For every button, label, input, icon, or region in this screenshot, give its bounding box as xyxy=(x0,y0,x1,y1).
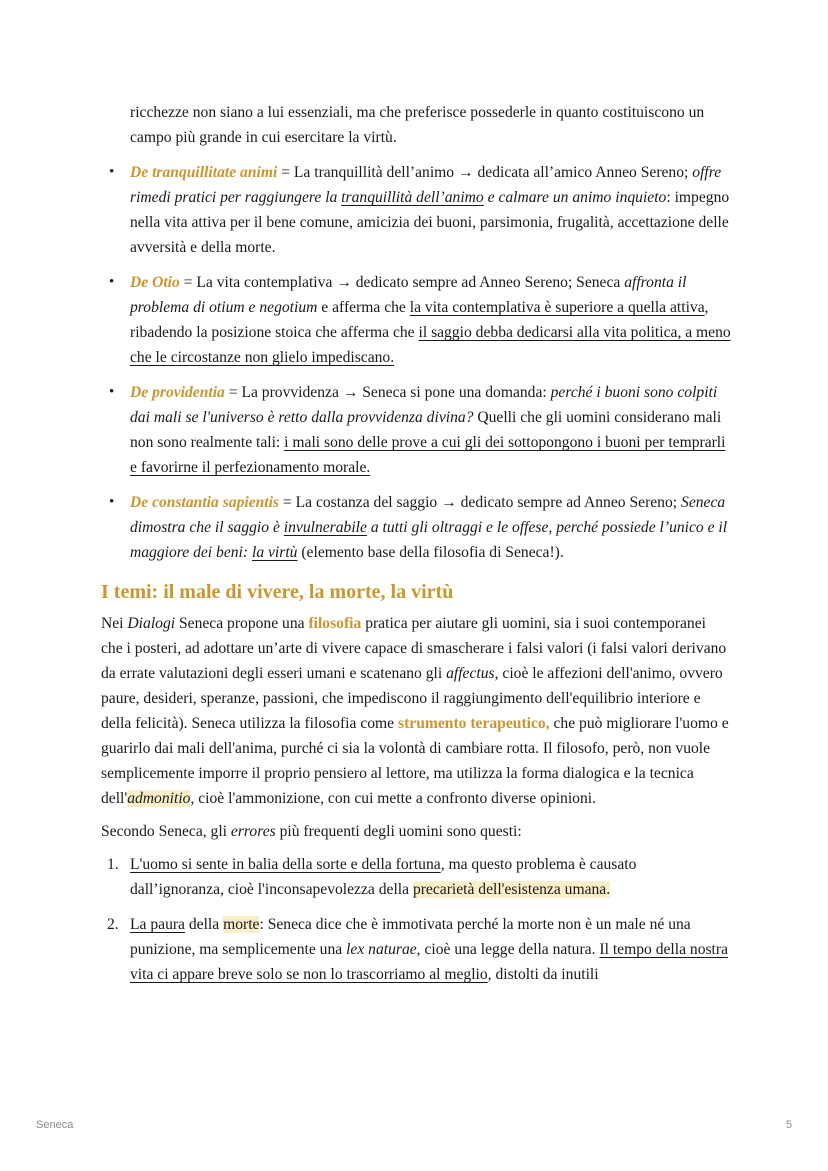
highlighted-italic-text: admonitio xyxy=(127,790,191,807)
text: = La costanza del saggio → dedicato sempre ad Anneo Sereno; xyxy=(279,494,682,511)
underlined-text: il saggio debba dedicarsi alla vita politica, a meno che le circostanze non glielo impediscano. xyxy=(130,324,731,366)
list-item-de-constantia xyxy=(101,490,731,565)
underlined-text: Il tempo della nostra vita ci appare breve solo se non lo trascorriamo al meglio xyxy=(130,941,729,983)
work-title: De Otio xyxy=(130,274,180,291)
text: = La vita contemplativa → dedicato sempre ad Anneo Sereno; Seneca xyxy=(179,274,625,291)
work-title: De constantia sapientis xyxy=(130,494,280,511)
text: = La tranquillità dell’animo → dedicata all’amico Anneo Sereno; xyxy=(277,164,693,181)
errores-list xyxy=(101,852,731,987)
text: Nei xyxy=(101,615,128,632)
paragraph-filosofia xyxy=(101,611,731,811)
italic-text: errores xyxy=(230,823,276,840)
text: = La provvidenza → Seneca si pone una domanda: xyxy=(224,384,551,401)
text: (elemento base della filosofia di Seneca!). xyxy=(297,544,564,561)
highlighted-text: precarietà dell'esistenza umana. xyxy=(412,881,611,898)
underlined-italic-text: invulnerabile xyxy=(283,519,367,536)
list-number: 2. xyxy=(107,916,119,933)
underlined-italic-text: tranquillità dell’animo xyxy=(341,189,484,206)
work-title: De providentia xyxy=(130,384,225,401)
text: : Seneca dice che è immotivata perché la morte non è un male né una punizione, ma semplicemente una xyxy=(130,916,691,958)
italic-text: e calmare un animo inquieto xyxy=(483,189,667,206)
text: , cioè una legge della natura. xyxy=(416,941,600,958)
italic-text: offre rimedi pratici per raggiungere la xyxy=(130,164,722,206)
list-item-de-otio xyxy=(101,270,731,370)
work-title: De tranquillitate animi xyxy=(130,164,278,181)
keyword: strumento terapeutico, xyxy=(398,715,550,732)
page-content xyxy=(101,100,731,997)
list-item-error-1 xyxy=(101,852,731,902)
paragraph-errores xyxy=(101,819,731,844)
text: , distolti da inutili xyxy=(487,966,599,983)
text: che può migliorare l'uomo e guarirlo dai mali dell'anima, purché ci sia la volontà di cambiare rotta. Il filosofo, però, non vuole semplicemente imporre il proprio pensiero al lettore, ma utilizza la forma dialogica e la tecnica dell' xyxy=(101,715,729,807)
text: : impegno nella vita attiva per il bene comune, amicizia dei buoni, parsimonia, frugalità, accettazione delle avversità e della morte. xyxy=(130,189,730,256)
italic-text: affectus, xyxy=(446,665,499,682)
list-number: 1. xyxy=(107,856,119,873)
text: pratica per aiutare gli uomini, sia i suoi contemporanei che i posteri, ad adottare un’arte di vivere capace di smascherare i falsi valori (i falsi valori derivano da errate valutazioni degli esseri umani e scatenano gli xyxy=(101,615,727,682)
text: , ma questo problema è causato dall’ignoranza, cioè l'inconsapevolezza della xyxy=(130,856,637,898)
underlined-text: i mali sono delle prove a cui gli dei sottopongono i buoni per temprarli e favorirne il perfezionamento morale. xyxy=(130,434,726,476)
text: cioè le affezioni dell'animo, ovvero paure, desideri, speranze, passioni, che impediscono il raggiungimento dell'equilibrio interiore e della felicità). Seneca utilizza la filosofia come xyxy=(101,665,723,732)
italic-text: Dialogi xyxy=(127,615,176,632)
dialogi-list xyxy=(101,160,731,565)
list-item-de-providentia xyxy=(101,380,731,480)
list-item-error-2 xyxy=(101,912,731,987)
underlined-italic-text: la virtù xyxy=(251,544,298,561)
highlighted-text: morte xyxy=(223,916,260,933)
text: della xyxy=(184,916,224,933)
italic-text: lex naturae xyxy=(346,941,417,958)
page-number: 5 xyxy=(785,1119,792,1131)
italic-text: perché i buoni sono colpiti dai mali se l'universo è retto dalla provvidenza divina? xyxy=(130,384,718,426)
underlined-text: L'uomo si sente in balia della sorte e della fortuna xyxy=(130,856,441,873)
text: e afferma che xyxy=(317,299,410,316)
italic-text: a tutti gli oltraggi e le offese, perché possiede l’unico e il maggiore dei beni: xyxy=(130,519,728,561)
footer-title: Seneca xyxy=(36,1119,74,1131)
text: , cioè l'ammonizione, con cui mette a confronto diverse opinioni. xyxy=(190,790,596,807)
list-item-de-tranquillitate xyxy=(101,160,731,260)
section-heading: I temi: il male di vivere, la morte, la virtù xyxy=(101,581,454,603)
italic-text: affronta il problema di otium e negotium xyxy=(130,274,687,316)
intro-continuation: ricchezze non siano a lui essenziali, ma che preferisce possederle in quanto costituiscono un campo più grande in cui esercitare la virtù. xyxy=(130,104,705,146)
text: , ribadendo la posizione stoica che afferma che xyxy=(130,299,709,341)
keyword: filosofia xyxy=(308,615,362,632)
underlined-text: la vita contemplativa è superiore a quella attiva xyxy=(409,299,705,316)
italic-text: Seneca dimostra che il saggio è xyxy=(130,494,726,536)
text: più frequenti degli uomini sono questi: xyxy=(275,823,522,840)
text: Seneca propone una xyxy=(175,615,309,632)
text: Secondo Seneca, gli xyxy=(101,823,231,840)
text: Quelli che gli uomini considerano mali non sono realmente tali: xyxy=(130,409,722,451)
underlined-text: La paura xyxy=(130,916,185,933)
